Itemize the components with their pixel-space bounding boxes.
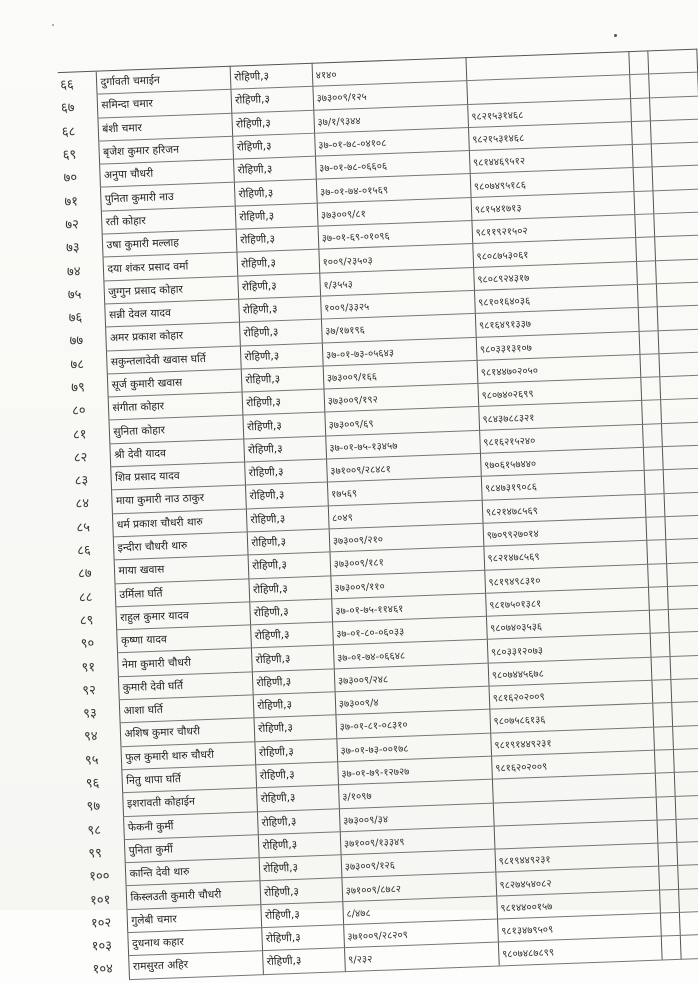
person-name: रती कोहार (102, 206, 237, 234)
blank-cell (648, 563, 667, 587)
blank-cell (647, 540, 666, 564)
blank-cell (680, 934, 698, 959)
blank-cell (654, 749, 673, 773)
citizenship-number: ३/१०९७ (338, 779, 493, 808)
blank-cell (650, 119, 698, 144)
citizenship-number: ३७/१/९३४४ (314, 104, 469, 133)
person-name: रामसुरत अहिर (129, 951, 264, 979)
serial-number: ९७ (86, 799, 101, 815)
address: रोहिणी,३ (249, 575, 331, 601)
blank-cell (649, 610, 668, 634)
citizenship-number: १००९/२३५०३ (319, 244, 474, 273)
citizenship-number: ८/४७८ (343, 896, 498, 925)
citizenship-number: ३७-०१-७५-११४६१ (331, 593, 486, 622)
citizenship-number: ३७१००९/१३३४९ (340, 826, 495, 855)
blank-cell (673, 748, 698, 773)
address: रोहिणी,३ (238, 273, 320, 299)
blank-cell (671, 701, 698, 726)
blank-cell (660, 398, 698, 423)
citizenship-number: ९/२३२ (344, 942, 499, 971)
blank-cell (660, 889, 679, 913)
phone-number: ९८२१४७८५६९ (482, 494, 646, 523)
blank-cell (672, 724, 698, 749)
citizenship-number: ३७-०१-७३-०५६४३ (322, 337, 477, 366)
person-name: फुल कुमारी थारु चौधरी (121, 741, 256, 769)
address: रोहिणी,३ (262, 925, 344, 951)
citizenship-number: ३७३००९/८१ (317, 197, 472, 226)
citizenship-number: ३७३००९/१८१ (330, 547, 485, 576)
blank-cell (678, 887, 698, 912)
phone-number: ९८०८९२४३१७ (473, 261, 637, 290)
serial-number: ८७ (77, 566, 92, 583)
phone-number: ९८०३३१३१०७ (476, 331, 640, 360)
blank-cell (658, 843, 677, 867)
person-name: नितु थापा घर्ति (122, 765, 257, 793)
blank-cell (647, 49, 697, 74)
blank-cell (679, 911, 698, 936)
address: रोहिणी,३ (253, 692, 335, 718)
serial-number: ९३ (82, 706, 98, 722)
blank-cell (658, 352, 698, 377)
blank-cell (651, 142, 698, 167)
blank-cell (631, 121, 650, 145)
phone-number: ९८०७४०३५३६ (486, 610, 650, 639)
citizenship-number: ३७-०१-७४-०६६४८ (333, 640, 488, 669)
blank-cell (657, 305, 698, 330)
blank-cell (661, 422, 698, 447)
address: रोहिणी,३ (245, 459, 327, 485)
blank-cell (653, 212, 698, 237)
blank-cell (668, 608, 698, 633)
person-name: अशिष कुमार चौधरी (121, 718, 256, 746)
person-name: सूर्ज कुमारी खवास (108, 369, 243, 397)
address: रोहिणी,३ (233, 133, 315, 159)
person-name: कृष्णा यादव (117, 625, 252, 653)
phone-number: ९८१६२१५२४० (479, 424, 643, 453)
address: रोहिणी,३ (231, 87, 313, 113)
serial-number: ९५ (84, 752, 99, 769)
person-name: उर्मिला घर्ति (115, 578, 250, 606)
citizenship-number: ३७-०१-७४-०१५६९ (316, 174, 471, 203)
person-name: पुनिता कुर्मी (125, 835, 260, 863)
citizenship-number: ३७१००९/८७८२ (342, 872, 497, 901)
serial-number: ८४ (75, 496, 90, 513)
serial-number: ७७ (69, 333, 84, 350)
serial-number: ९६ (85, 776, 100, 792)
citizenship-number: ३७-०१-८०-०६०३३ (332, 616, 487, 645)
blank-cell (630, 74, 649, 98)
serial-number: ८० (71, 403, 86, 420)
phone-number: ९८११९२१५०२ (472, 215, 636, 244)
person-name: बंशी चमार (98, 113, 233, 141)
person-name: दया शंकर प्रसाद वर्मा (104, 252, 239, 280)
address: रोहिणी,३ (257, 785, 339, 811)
serial-number: ७४ (66, 263, 81, 280)
citizenship-number: ८०४९ (328, 500, 483, 529)
person-name: कान्ति देवी थारु (126, 858, 261, 886)
blank-cell (659, 866, 678, 890)
person-name: पुनिता कुमारी नाउ (101, 183, 236, 211)
citizenship-number: १००९/३३२५ (320, 290, 475, 319)
phone-number: ९८१०१६४०३६ (474, 284, 638, 313)
person-name: आशा घर्ति (120, 695, 255, 723)
serial-number: ९४ (83, 729, 98, 746)
address: रोहिणी,३ (230, 63, 312, 89)
address: रोहिणी,३ (259, 832, 341, 858)
serial-number: ७६ (68, 310, 83, 326)
address: रोहिणी,३ (247, 506, 329, 532)
blank-cell (639, 330, 658, 354)
serial-number: ८५ (76, 519, 91, 536)
address: रोहिणी,३ (252, 645, 334, 671)
serial-number: ७३ (65, 240, 80, 257)
serial-number: १०२ (90, 915, 112, 932)
serial-number: ७८ (70, 357, 85, 373)
phone-number: ९८१६२०२००९ (491, 750, 655, 779)
serial-number: ८८ (78, 589, 93, 606)
phone-number: ९७०९९२७०१४ (483, 517, 647, 546)
person-name: समिन्दा चमार (98, 90, 233, 118)
phone-number: ९८०७५८६१३६ (490, 704, 654, 733)
blank-cell (660, 912, 679, 936)
citizenship-number: ३७-०१-७८-०४१०८ (314, 127, 469, 156)
blank-cell (675, 794, 698, 819)
citizenship-number: ३७-०१-६९-०१०९६ (318, 221, 473, 250)
blank-cell (645, 493, 664, 517)
blank-cell (642, 423, 661, 447)
blank-cell (670, 654, 698, 679)
person-name: सुनिता कोहार (109, 415, 244, 443)
citizenship-number: ३७३००९/१९२ (324, 384, 479, 413)
address: रोहिणी,३ (259, 855, 341, 881)
citizenship-number: ३७१००९/२८२०९ (343, 919, 498, 948)
blank-cell (654, 235, 698, 260)
person-name: किस्लउती कुमारी चौधरी (127, 881, 262, 909)
address: रोहिणी,३ (261, 901, 343, 927)
beneficiary-list-table (58, 49, 698, 981)
blank-cell (652, 680, 671, 704)
blank-cell (631, 98, 650, 122)
person-name: बृजेश कुमार हरिजन (99, 136, 234, 164)
phone-number: ९८१३४७९५०९ (497, 913, 661, 942)
blank-cell (635, 214, 654, 238)
citizenship-number: ३७/१७१९६ (321, 314, 476, 343)
blank-cell (650, 633, 669, 657)
citizenship-number: ३७-०१-७३-००१७८ (337, 733, 492, 762)
blank-cell (652, 189, 698, 214)
person-name: कुमारी देवी घर्ति (119, 672, 254, 700)
address: रोहिणी,३ (241, 343, 323, 369)
person-name: माया खवास (115, 555, 250, 583)
person-name: सन्नी देवल यादव (105, 299, 240, 327)
phone-number: ९८१९४४९२३१ (495, 843, 659, 872)
blank-cell (649, 96, 698, 121)
serial-number: ८३ (74, 473, 89, 489)
person-name: अनुपा चौधरी (100, 159, 235, 187)
blank-cell (657, 819, 676, 843)
blank-cell (656, 796, 675, 820)
phone-number: ९८०७४८७८९९ (498, 936, 662, 965)
address: रोहिणी,३ (243, 412, 325, 438)
address: रोहिणी,३ (234, 156, 316, 182)
phone-number: ९८०३३१२०७३ (487, 634, 651, 663)
serial-number: १०४ (92, 962, 114, 978)
phone-number: ९८०७४०२६९९ (478, 378, 642, 407)
blank-cell (653, 703, 672, 727)
serial-number: ९२ (82, 682, 97, 699)
address: रोहिणी,३ (242, 389, 324, 415)
person-name: शिव प्रसाद यादव (111, 462, 246, 490)
blank-cell (640, 354, 659, 378)
citizenship-number: ३७-०१-८१-०८३१० (336, 709, 491, 738)
blank-cell (669, 631, 698, 656)
address: रोहिणी,३ (250, 599, 332, 625)
serial-number: ७९ (71, 380, 86, 396)
citizenship-number: १७५६९ (327, 477, 482, 506)
serial-number: ७१ (64, 194, 79, 210)
address: रोहिणी,३ (260, 878, 342, 904)
phone-number: ९८२१५३१४६८ (468, 121, 632, 150)
blank-cell (652, 166, 698, 191)
address: रोहिणी,३ (254, 715, 336, 741)
phone-number: ९८१९१४४९२३१ (490, 727, 654, 756)
address: रोहिणी,३ (258, 808, 340, 834)
phone-number: ९८२१४७८५६९ (484, 541, 648, 570)
phone-number: ९८४३७८८३२१ (479, 401, 643, 430)
citizenship-number: ३७३००९/१६६ (323, 360, 478, 389)
serial-number: ६६ (58, 71, 98, 96)
phone-number: ९८१६४९१३३७ (475, 308, 639, 337)
serial-number: ८२ (73, 450, 88, 466)
address: रोहिणी,३ (248, 552, 330, 578)
address: रोहिणी,३ (236, 226, 318, 252)
phone-number: ९८१५४१७१३ (471, 191, 635, 220)
blank-cell (651, 656, 670, 680)
person-name: सकुन्तलादेवी खवास घर्ति (107, 346, 242, 374)
blank-cell (661, 936, 680, 960)
serial-number: ६८ (61, 124, 76, 140)
blank-cell (666, 561, 698, 586)
serial-number: ६७ (60, 100, 75, 117)
blank-cell (676, 817, 698, 842)
citizenship-number: ३७३००९/३४ (339, 803, 494, 832)
blank-cell (638, 307, 657, 331)
address: रोहिणी,३ (253, 669, 335, 695)
blank-cell (648, 72, 698, 97)
address: रोहिणी,३ (251, 622, 333, 648)
blank-cell (677, 864, 698, 889)
address: रोहिणी,३ (239, 296, 321, 322)
blank-cell (629, 51, 648, 75)
serial-number: ७२ (65, 217, 80, 233)
blank-cell (634, 191, 653, 215)
phone-number: ९८२७४५४०८२ (496, 866, 660, 895)
blank-cell (670, 678, 698, 703)
person-name: इन्दीरा चौधरी थारु (114, 532, 249, 560)
serial-number: ७० (63, 170, 78, 187)
blank-cell (641, 377, 660, 401)
phone-number: ९८१९४९८३१० (484, 564, 648, 593)
citizenship-number: ३७-०१-७८-०६६०६ (315, 151, 470, 180)
citizenship-number: ४१४० (312, 58, 467, 87)
blank-cell (648, 586, 667, 610)
citizenship-number: ३७३००९/६९ (325, 407, 480, 436)
blank-cell (659, 375, 698, 400)
serial-number: ८१ (72, 426, 87, 443)
blank-cell (674, 771, 698, 796)
phone-number: ९७०६१५७४४० (480, 447, 644, 476)
phone-number: ९८०७४९५१८६ (470, 168, 634, 197)
person-name: माया कुमारी नाउ ठाकुर (112, 485, 247, 513)
person-name: दुर्गावती चमाईन (97, 66, 232, 94)
blank-cell (656, 282, 698, 307)
person-name: जुग्गुन प्रसाद कोहार (104, 276, 239, 304)
blank-cell (643, 447, 662, 471)
blank-cell (664, 515, 698, 540)
serial-number: ७५ (67, 287, 82, 303)
person-name: उषा कुमारी मल्लाह (103, 229, 238, 257)
citizenship-number: ३७-०१-७५-१३४५७ (325, 430, 480, 459)
phone-number: ९८०७४४५६७८ (488, 657, 652, 686)
serial-number: ९८ (87, 822, 102, 839)
blank-cell (663, 468, 698, 493)
table-body (58, 49, 698, 980)
blank-cell (654, 726, 673, 750)
address: रोहिणी,३ (256, 762, 338, 788)
phone-number: ९८१४४६९५१२ (469, 145, 633, 174)
person-name: श्री देवी यादव (110, 439, 245, 467)
blank-cell (655, 773, 674, 797)
blank-cell (642, 400, 661, 424)
address: रोहिणी,३ (255, 738, 337, 764)
serial-number: १०१ (89, 892, 111, 908)
phone-number: ९८४७३१९०८६ (481, 471, 645, 500)
citizenship-number: ३७३००९/१२५ (313, 81, 468, 110)
person-name: अमर प्रकाश कोहार (106, 322, 241, 350)
citizenship-number: ३७३००९/२४८ (334, 663, 489, 692)
citizenship-number: १/३५५३ (319, 267, 474, 296)
blank-cell (636, 237, 655, 261)
serial-number: ८९ (79, 613, 94, 629)
serial-number: ६९ (62, 147, 77, 163)
blank-cell (658, 329, 698, 354)
blank-cell (655, 259, 698, 284)
citizenship-number: ३७३००९/२१० (329, 523, 484, 552)
person-name: दुधनाथ कहार (128, 928, 263, 956)
person-name: धर्म प्रकाश चौधरी थारु (113, 509, 248, 537)
person-name: नेमा कुमारी चौधरी (118, 648, 253, 676)
person-name: इशरावती कोहाईन (123, 788, 258, 816)
serial-number: ९० (80, 636, 95, 652)
serial-number: १०० (88, 868, 110, 885)
serial-number: ९९ (88, 845, 103, 862)
phone-number: ९८२१५३१४६८ (467, 98, 631, 127)
citizenship-number: ३७३००९/११० (331, 570, 486, 599)
citizenship-number: ३७३००९/१२६ (341, 849, 496, 878)
phone-number: ९८१७५०१३८१ (485, 587, 649, 616)
blank-cell (664, 491, 698, 516)
citizenship-number: ३७-०१-७९-१२७२७ (337, 756, 492, 785)
address: रोहिणी,३ (246, 482, 328, 508)
phone-number: ९८१६२०२००९ (489, 680, 653, 709)
address: रोहिणी,३ (232, 110, 314, 136)
address: रोहिणी,३ (240, 319, 322, 345)
serial-number: ८६ (77, 543, 92, 559)
serial-number: १०३ (91, 938, 113, 955)
blank-cell (637, 284, 656, 308)
citizenship-number: ३७१००९/२८४८१ (326, 453, 481, 482)
address: रोहिणी,३ (244, 436, 326, 462)
blank-cell (665, 538, 698, 563)
blank-cell (632, 144, 651, 168)
phone-number: ९८१४४७०२०५० (477, 354, 641, 383)
person-name: गुलेबी चमार (127, 904, 262, 932)
serial-number: ९१ (81, 659, 96, 676)
phone-number: ९८०८७५३०६१ (473, 238, 637, 267)
address: रोहिणी,३ (235, 203, 317, 229)
blank-cell (662, 445, 698, 470)
blank-cell (644, 470, 663, 494)
blank-cell (667, 585, 698, 610)
address: रोहिणी,३ (241, 366, 323, 392)
citizenship-number: ३७३००९/४ (335, 686, 490, 715)
address: रोहिणी,३ (235, 180, 317, 206)
person-name: राहुल कुमार यादव (116, 602, 251, 630)
blank-cell (646, 517, 665, 541)
blank-cell (637, 260, 656, 284)
address: रोहिणी,३ (237, 250, 319, 276)
address: रोहिणी,३ (247, 529, 329, 555)
person-name: फेकनी कुर्मी (124, 811, 259, 839)
blank-cell (633, 167, 652, 191)
phone-number: ९८१४४००१५७ (496, 890, 660, 919)
address: रोहिणी,३ (263, 948, 345, 974)
person-name: संगीता कोहार (109, 392, 244, 420)
blank-cell (676, 841, 698, 866)
